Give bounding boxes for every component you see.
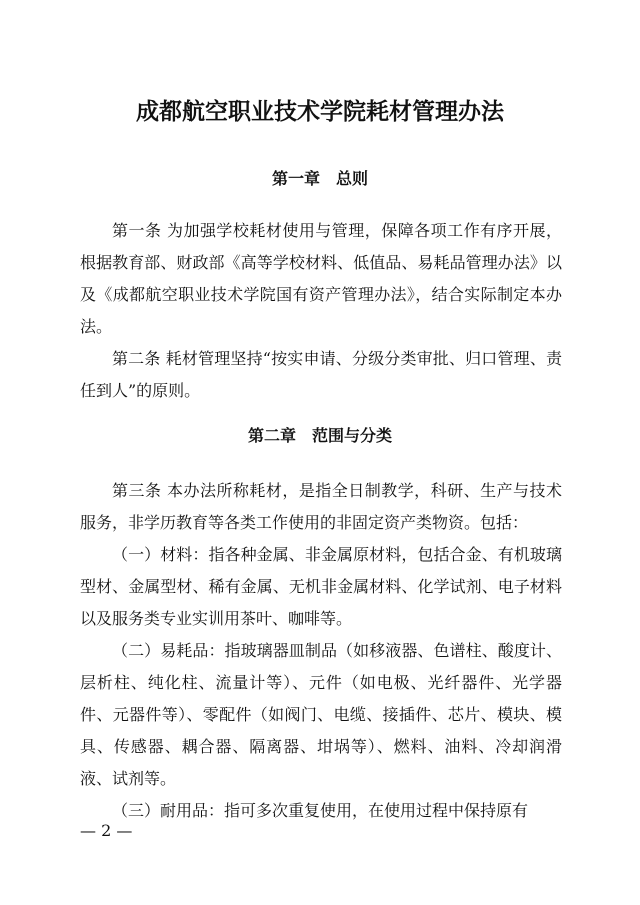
article-3-paragraph: 第三条 本办法所称耗材，是指全日制教学，科研、生产与技术服务，非学历教育等各类工作使用的非固定资产类物资。包括： <box>80 481 562 532</box>
category-consumables-paragraph: （二）易耗品：指玻璃器皿制品（如移液器、色谱柱、酸度计、层析柱、纯化柱、流量计等）、元件（如电极、光纤器件、光学器件、元器件等）、零配件（如阀门、电缆、接插件、芯片、模块、模具、传感器、耦合器、隔离器、坩埚等）、燃料、油料、冷却润滑液、试剂等。 <box>80 641 562 788</box>
chapter-1-body <box>80 215 562 407</box>
category-materials-paragraph: （一）材料：指各种金属、非金属原材料，包括合金、有机玻璃型材、金属型材、稀有金属、无机非金属材料、化学试剂、电子材料以及服务类专业实训用茶叶、咖啡等。 <box>80 545 562 628</box>
page-number: — 2 — <box>80 821 133 840</box>
chapter-2-body <box>80 475 562 827</box>
chapter-2-heading: 第二章 范围与分类 <box>247 426 392 445</box>
article-1-paragraph: 第一条 为加强学校耗材使用与管理，保障各项工作有序开展，根据教育部、财政部《高等学校材料、低值品、易耗品管理办法》以及《成都航空职业技术学院国有资产管理办法》，结合实际制定本办法。 <box>80 221 562 336</box>
category-durables-paragraph: （三）耐用品：指可多次重复使用，在使用过程中保持原有 <box>112 801 529 820</box>
document-title: 成都航空职业技术学院耗材管理办法 <box>136 99 504 125</box>
article-2-paragraph: 第二条 耗材管理坚持“按实申请、分级分类审批、归口管理、责任到人”的原则。 <box>80 349 562 400</box>
chapter-1-heading: 第一章 总则 <box>271 169 368 188</box>
